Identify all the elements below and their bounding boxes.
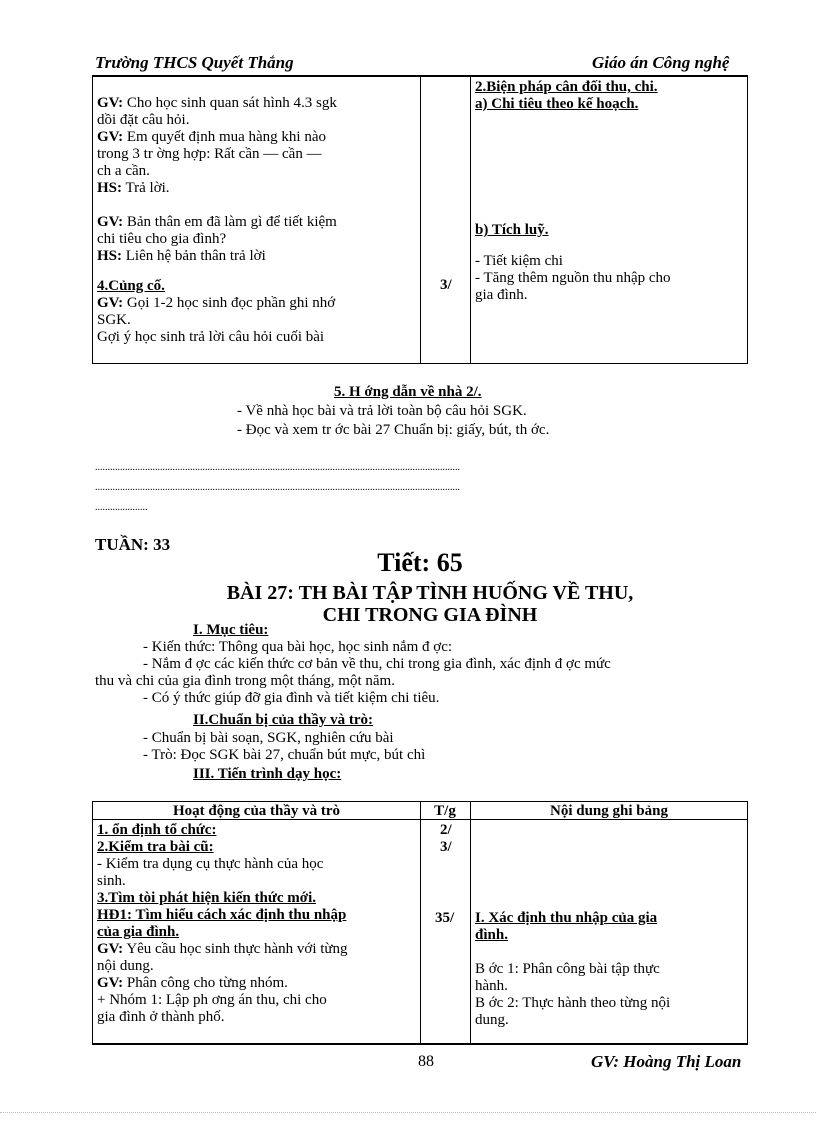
activity-1-title: HĐ1: Tìm hiểu cách xác định thu nhập (97, 907, 347, 923)
table-row: GV: Em quyết định mua hàng khi nào (97, 129, 327, 145)
planned-spending-title: a) Chi tiêu theo kế hoạch. (475, 96, 639, 112)
list-item: - Tiết kiệm chi (475, 253, 563, 269)
footer-rule (92, 1043, 748, 1045)
objectives-title: I. Mục tiêu: (193, 622, 269, 638)
column-divider (470, 77, 471, 363)
table-row: GV: Bản thân em đã làm gì để tiết kiệm (97, 214, 337, 230)
org-title: 1. ổn định tổ chức: (97, 822, 217, 838)
lesson-title-line: CHI TRONG GIA ĐÌNH (322, 604, 538, 626)
table-row: GV: Yêu cầu học sinh thực hành với từng (97, 941, 348, 957)
consolidate-title: 4.Củng cố. (97, 278, 165, 294)
list-item: - Kiến thức: Thông qua bài học, học sinh nắm đ ợc: (143, 639, 453, 655)
homework-list (237, 403, 549, 439)
column-divider (420, 77, 421, 363)
preparation-title: II.Chuẩn bị của thầy và trò: (193, 712, 374, 728)
table-row: HS: Trả lời. (97, 180, 170, 196)
table-row: HS: Liên hệ bản thân trả lời (97, 248, 266, 264)
table-row: gia đình ở thành phố. (97, 1009, 225, 1025)
table-row: GV: Cho học sinh quan sát hình 4.3 sgk (97, 95, 337, 111)
notes-column (475, 910, 745, 1029)
table-row: sinh. (97, 873, 126, 889)
activity-1-title: của gia đình. (97, 924, 180, 940)
list-item: - Tăng thêm nguồn thu nhập cho (475, 270, 671, 286)
list-item: - Về nhà học bài và trả lời toàn bộ câu hỏi SGK. (237, 403, 527, 419)
list-item: gia đình. (475, 287, 528, 303)
table-row: chi tiêu cho gia đình? (97, 231, 227, 247)
list-item: dung. (475, 1012, 509, 1028)
income-section-title: đình. (475, 927, 508, 943)
week-label: TUẦN: 33 (95, 535, 171, 554)
list-item: hành. (475, 978, 508, 994)
accumulation-title: b) Tích luỹ. (475, 222, 549, 238)
page-number: 88 (418, 1053, 434, 1070)
time-value: 3/ (440, 277, 452, 293)
list-item: - Đọc và xem tr ớc bài 27 Chuẩn bị: giấy, bút, th ớc. (237, 422, 550, 438)
table-row: GV: Phân công cho từng nhóm. (97, 975, 288, 991)
time-value: 2/ (440, 822, 452, 838)
column-header-notes: Nội dung ghi bảng (550, 803, 668, 819)
activities-column (97, 822, 417, 1026)
process-title: III. Tiến trình dạy học: (193, 766, 342, 782)
activities-column (97, 95, 417, 346)
dotted-line: ..................... (95, 503, 148, 513)
explore-title: 3.Tìm tòi phát hiện kiến thức mới. (97, 890, 316, 906)
dotted-line: .................................................................................................................................................. (95, 463, 460, 473)
list-item: - Nắm đ ợc các kiến thức cơ bản về thu, chi trong gia đình, xác định đ ợc mức (143, 656, 611, 672)
list-item: - Có ý thức giúp đỡ gia đình và tiết kiệm chi tiêu. (143, 690, 440, 706)
preparation-list (143, 730, 425, 764)
table-row: Gợi ý học sinh trả lời câu hỏi cuối bài (97, 329, 325, 345)
notes-column (475, 79, 745, 304)
period-title: Tiết: 65 (377, 548, 463, 577)
income-section-title: I. Xác định thu nhập của gia (475, 910, 658, 926)
column-header-time: T/g (434, 803, 456, 819)
list-item: B ớc 1: Phân công bài tập thực (475, 961, 660, 977)
lesson-title-line: BÀI 27: TH BÀI TẬP TÌNH HUỐNG VỀ THU, (226, 582, 634, 604)
table-row: - Kiểm tra dụng cụ thực hành của học (97, 856, 324, 872)
teacher-name: GV: Hoàng Thị Loan (591, 1052, 742, 1071)
table-row: GV: Gọi 1-2 học sinh đọc phần ghi nhớ (97, 295, 336, 311)
list-item: - Trò: Đọc SGK bài 27, chuẩn bút mực, bút chì (143, 747, 426, 763)
list-item: B ớc 2: Thực hành theo từng nội (475, 995, 671, 1011)
objectives-list (95, 639, 755, 707)
check-title: 2.Kiểm tra bài cũ: (97, 839, 214, 855)
time-value: 3/ (440, 839, 452, 855)
table-row: dồi đặt câu hỏi. (97, 112, 190, 128)
column-header-activities: Hoạt động của thầy và trò (172, 803, 341, 819)
subject-name: Giáo án Công nghệ (592, 53, 730, 72)
dotted-line: .................................................................................................................................................. (95, 483, 460, 493)
page-bottom-rule (0, 1112, 816, 1113)
measures-title: 2.Biện pháp cân đối thu, chi. (475, 79, 658, 95)
column-divider (470, 802, 471, 1044)
school-name: Trường THCS Quyết Thắng (95, 53, 294, 72)
list-item: - Chuẩn bị bài soạn, SGK, nghiên cứu bài (143, 730, 394, 746)
table-row: + Nhóm 1: Lập ph ơng án thu, chi cho (97, 992, 327, 1008)
table-row: nội dung. (97, 958, 154, 974)
table-row: ch a cần. (97, 163, 150, 179)
list-item: thu và chi của gia đình trong một tháng, một năm. (95, 673, 395, 689)
homework-title: 5. H ớng dẫn về nhà 2/. (334, 384, 482, 400)
table-row: trong 3 tr ờng hợp: Rất cần — cần — (97, 146, 322, 162)
lesson-title (120, 582, 740, 626)
lesson-table-continued (92, 76, 748, 364)
column-divider (420, 802, 421, 1044)
table-row: SGK. (97, 312, 131, 328)
lesson-process-table (92, 801, 748, 1044)
time-value: 35/ (435, 910, 455, 926)
